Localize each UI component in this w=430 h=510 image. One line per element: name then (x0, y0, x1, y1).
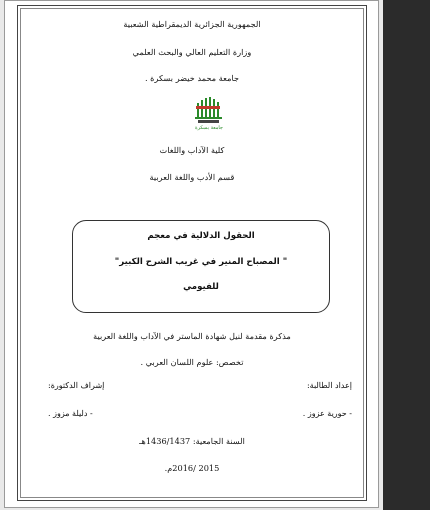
memo-statement: مذكرة مقدمة لنيل شهادة الماستر في الآداب واللغة العربية (93, 331, 291, 341)
specialty-line: تخصص: علوم اللسان العربي . (140, 357, 244, 367)
students-label: إعداد الطالبة: (306, 381, 352, 390)
supervisor-label: إشراف الدكتورة: (48, 381, 105, 390)
viewer-side-panel (383, 0, 430, 510)
republic-heading: الجمهورية الجزائرية الديمقراطية الشعبية (123, 19, 261, 29)
academic-year-gregorian: 2015 /2016م. (164, 463, 220, 473)
department-name: قسم الأدب واللغة العربية (149, 172, 235, 182)
student-name: - حورية عزوز . (302, 409, 352, 418)
thesis-title-box (72, 220, 330, 313)
faculty-name: كلية الآداب واللغات (159, 145, 225, 155)
logo-caption: جامعة بسكرة (195, 125, 223, 131)
academic-year-hijri: السنة الجامعية: 1436/1437هـ (139, 436, 245, 446)
supervisor-name: - دليلة مزوز . (48, 409, 93, 418)
title-line-1: الحقول الدلالية في معجم (147, 231, 255, 241)
page-border-frame (17, 5, 367, 501)
ministry-heading: وزارة التعليم العالي والبحث العلمي (132, 47, 252, 57)
title-line-2: " المصباح المنير في غريب الشرح الكبير" (114, 257, 288, 267)
document-page (4, 0, 379, 508)
title-line-3: للفيومي (183, 282, 219, 292)
university-heading: جامعة محمد خيضر بسكرة . (144, 73, 240, 83)
university-emblem-icon (192, 97, 226, 133)
